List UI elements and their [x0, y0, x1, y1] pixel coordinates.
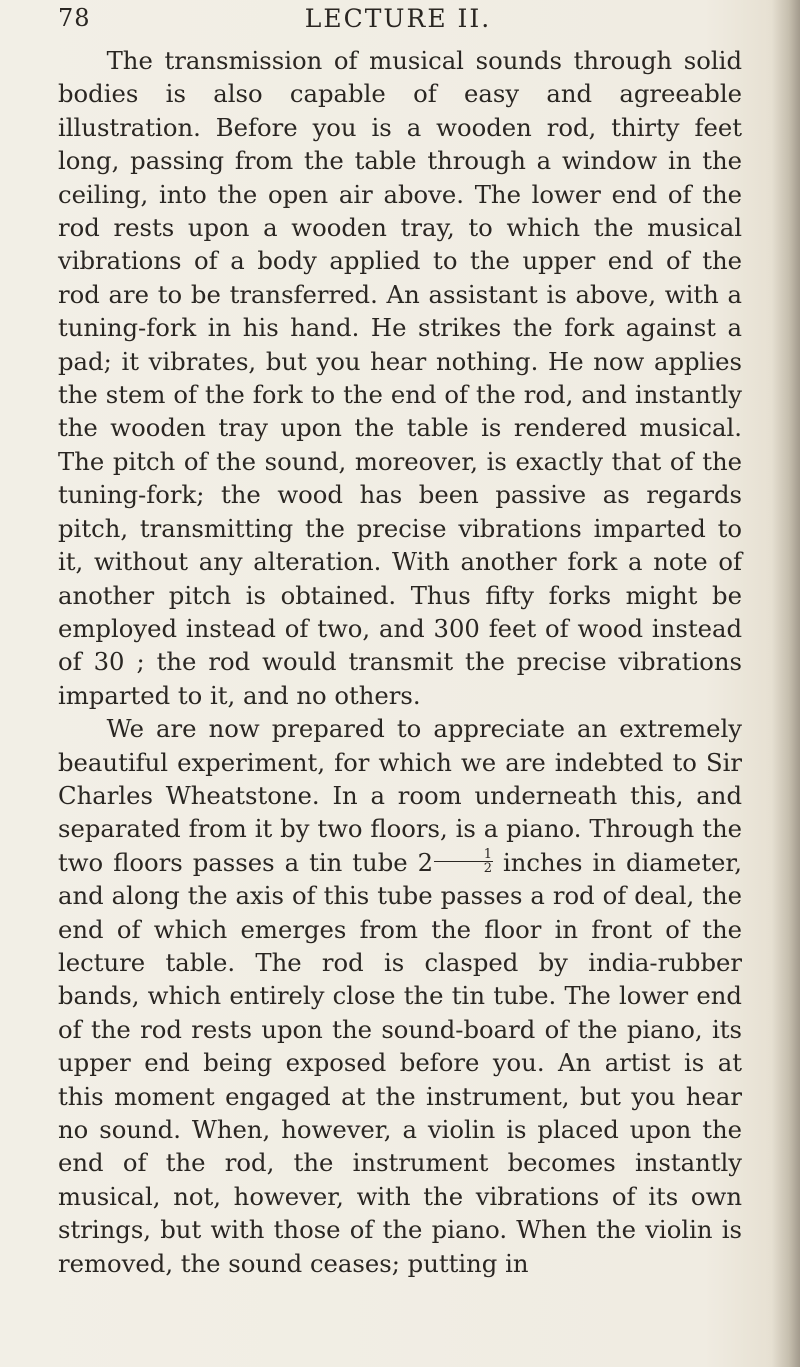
paragraph-2-part-2: inches in diameter, and along the axis of this tube passes a rod of deal, the end of which emerges from the floor in front of the lecture table. The rod is clasped by india-rubber bands, which entirely close the tin tube. The lower end of the rod rests upon the sound-board of the piano, its upper end being exposed before you. An artist is at this moment engaged at the instrument, but you hear no sound. When, however, a violin is placed upon the end of the rod, the instrument becomes instantly musical, not, however, with the vibrations of its own strings, but with those of the piano. When the violin is removed, the sound ceases; putting in [58, 847, 742, 1278]
paragraph-2-part-1: We are now prepared to appreciate an extremely beautiful experiment, for which we are indebted to Sir Charles Wheatstone. In a room underneath this, and separated from it by two floors, is a piano. Through the two floors passes a tin tube 2 [58, 714, 742, 877]
fraction-one-half [434, 848, 493, 875]
paragraph-1: The transmission of musical sounds through solid bodies is also capable of easy and agreeable illustration. Before you is a wooden rod, thirty feet long, passing from the table through a window in the ceiling, into the open air above. The lower end of the rod rests upon a wooden tray, to which the musical vibrations of a body applied to the upper end of the rod are to be transferred. An assistant is above, with a tuning-fork in his hand. He strikes the fork against a pad; it vibrates, but you hear nothing. He now applies the stem of the fork to the end of the rod, and instantly the wooden tray upon the table is rendered musical. The pitch of the sound, moreover, is exactly that of the tuning-fork; the wood has been passive as regards pitch, transmitting the precise vibrations imparted to it, without any alteration. With another fork a note of another pitch is obtained. Thus fifty forks might be employed instead of two, and 300 feet of wood instead of 30 ; the rod would transmit the precise vibrations imparted to it, and no others. [58, 46, 742, 710]
running-head [58, 4, 738, 44]
paragraph-2 [58, 712, 742, 1280]
fraction-numerator: 1 [434, 848, 493, 862]
page-edge-shadow [772, 0, 800, 1367]
fraction-denominator: 2 [483, 860, 492, 876]
body-text [58, 44, 742, 1280]
running-title: LECTURE II. [304, 4, 492, 33]
page-number: 78 [58, 4, 91, 32]
